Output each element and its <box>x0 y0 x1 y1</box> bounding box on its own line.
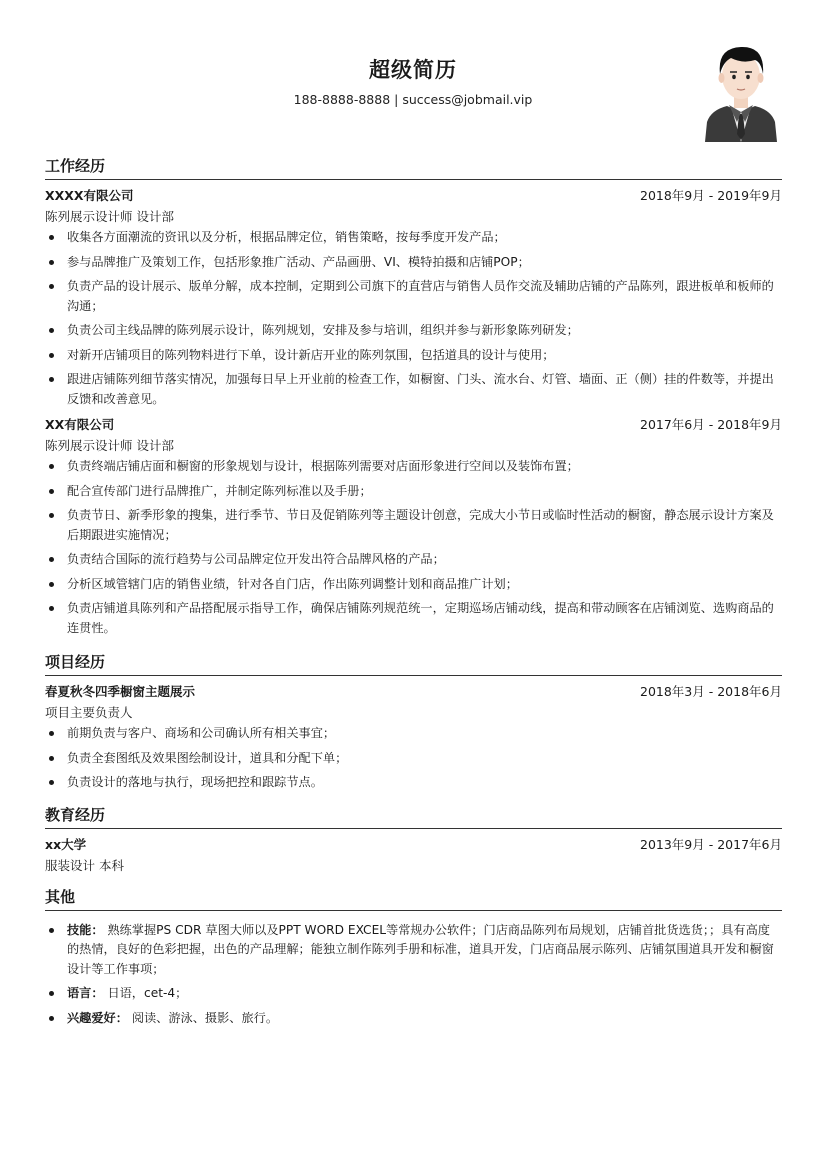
section-title-work: 工作经历 <box>45 156 782 180</box>
bullet-dot-icon <box>49 260 54 265</box>
bullet-dot-icon <box>49 235 54 240</box>
skills-text: 熟练掌握PS CDR 草图大师以及PPT WORD EXCEL等常规办公软件；门店商品陈列布局规划，店铺首批货选货；；具有高度的热情，良好的色彩把握，出色的产品理解；能独立制作陈列手册和标准，道具开发，门店商品展示陈列、店铺氛围道具开发和橱窗设计等工作事项； <box>67 922 774 976</box>
work-period: 2018年9月 - 2019年9月 <box>640 188 782 203</box>
bullet-dot-icon <box>49 328 54 333</box>
project-period: 2018年3月 - 2018年6月 <box>640 684 782 699</box>
section-title-education: 教育经历 <box>45 805 782 829</box>
hobbies-item <box>45 1009 782 1029</box>
work-bullets <box>45 457 782 638</box>
bullet-text: 参与品牌推广及策划工作，包括形象推广活动、产品画册、VI、模特拍摄和店铺POP； <box>67 254 530 269</box>
bullet-item <box>45 599 782 638</box>
section-title-projects: 项目经历 <box>45 652 782 676</box>
resume-content <box>45 156 782 1036</box>
work-period: 2017年6月 - 2018年9月 <box>640 417 782 432</box>
bullet-text: 负责节日、新季形象的搜集，进行季节、节日及促销陈列等主题设计创意，完成大小节日或临时性活动的橱窗，静态展示设计方案及后期跟进实施情况； <box>67 508 774 542</box>
major-degree: 服装设计 本科 <box>45 857 124 873</box>
bullet-item <box>45 253 782 273</box>
bullet-text: 收集各方面潮流的资讯以及分析，根据品牌定位，销售策略，按每季度开发产品； <box>67 230 506 244</box>
hobbies-label: 兴趣爱好： <box>67 1010 128 1025</box>
bullet-item <box>45 506 782 545</box>
resume-name: 超级简历 <box>369 58 457 82</box>
bullet-dot-icon <box>49 756 54 761</box>
bullet-item <box>45 550 782 570</box>
bullet-dot-icon <box>49 464 54 469</box>
section-title-other: 其他 <box>45 887 782 911</box>
bullet-item <box>45 773 782 793</box>
bullet-item <box>45 228 782 248</box>
bullet-dot-icon <box>49 513 54 518</box>
bullet-dot-icon <box>49 557 54 562</box>
bullet-dot-icon <box>49 489 54 494</box>
bullet-text: 负责结合国际的流行趋势与公司品牌定位开发出符合品牌风格的产品； <box>67 552 445 566</box>
work-bullets <box>45 228 782 409</box>
project-name: 春夏秋冬四季橱窗主题展示 <box>45 684 196 699</box>
job-role: 陈列展示设计师 设计部 <box>45 438 174 453</box>
bullet-item <box>45 457 782 477</box>
bullet-text: 负责公司主线品牌的陈列展示设计，陈列规划，安排及参与培训，组织并参与新形象陈列研发； <box>67 323 579 337</box>
project-section <box>45 652 782 793</box>
work-entry-1 <box>45 186 782 409</box>
bullet-dot-icon <box>49 606 54 611</box>
bullet-dot-icon <box>49 731 54 736</box>
project-entry-1 <box>45 682 782 793</box>
education-period: 2013年9月 - 2017年6月 <box>640 836 782 852</box>
resume-header <box>0 0 826 150</box>
company-name: XX有限公司 <box>45 417 115 432</box>
other-section <box>45 887 782 1029</box>
bullet-text: 对新开店铺项目的陈列物料进行下单，设计新店开业的陈列氛围，包括道具的设计与使用； <box>67 347 555 362</box>
bullet-item <box>45 346 782 366</box>
work-section <box>45 156 782 638</box>
bullet-item <box>45 482 782 502</box>
bullet-dot-icon <box>49 991 54 996</box>
bullet-item <box>45 321 782 341</box>
bullet-item <box>45 370 782 409</box>
hobbies-text: 阅读、游泳、摄影、旅行。 <box>131 1010 279 1025</box>
education-entry-1 <box>45 835 782 875</box>
contact-info: 188-8888-8888 | success@jobmail.vip <box>293 92 533 107</box>
language-item <box>45 984 782 1004</box>
bullet-text: 负责终端店铺店面和橱窗的形象规划与设计，根据陈列需要对店面形象进行空间以及装饰布置； <box>67 459 579 473</box>
bullet-text: 配合宣传部门进行品牌推广，并制定陈列标准以及手册； <box>67 483 372 498</box>
bullet-text: 负责店铺道具陈列和产品搭配展示指导工作，确保店铺陈列规范统一，定期巡场店铺动线，提高和带动顾客在店铺浏览、选购商品的连贯性。 <box>67 601 774 635</box>
bullet-dot-icon <box>49 353 54 358</box>
skills-item <box>45 921 782 980</box>
bullet-text: 分析区域管辖门店的销售业绩，针对各自门店，作出陈列调整计划和商品推广计划； <box>67 576 518 591</box>
bullet-item <box>45 749 782 769</box>
bullet-dot-icon <box>49 377 54 382</box>
education-section <box>45 805 782 875</box>
project-bullets <box>45 724 782 793</box>
bullet-item <box>45 277 782 316</box>
bullet-item <box>45 575 782 595</box>
bullet-text: 跟进店铺陈列细节落实情况，加强每日早上开业前的检查工作，如橱窗、门头、流水台、灯管、墙面、正（侧）挂的件数等，并提出反馈和改善意见。 <box>67 372 774 406</box>
bullet-text: 前期负责与客户、商场和公司确认所有相关事宜； <box>67 726 336 740</box>
job-role: 陈列展示设计师 设计部 <box>45 209 174 224</box>
language-text: 日语，cet-4； <box>107 986 188 1000</box>
bullet-dot-icon <box>49 928 54 933</box>
bullet-dot-icon <box>49 284 54 289</box>
skills-label: 技能： <box>67 922 104 937</box>
bullet-dot-icon <box>49 1016 54 1021</box>
school-name: xx大学 <box>45 836 87 852</box>
bullet-dot-icon <box>49 780 54 785</box>
bullet-dot-icon <box>49 582 54 587</box>
bullet-text: 负责产品的设计展示、版单分解，成本控制，定期到公司旗下的直营店与销售人员作交流及辅助店铺的产品陈列，跟进板单和板师的沟通； <box>67 279 774 313</box>
company-name: XXXX有限公司 <box>45 188 134 203</box>
work-entry-2 <box>45 415 782 638</box>
bullet-item <box>45 724 782 744</box>
project-role: 项目主要负责人 <box>45 705 133 720</box>
avatar-photo <box>703 42 779 142</box>
language-label: 语言： <box>67 986 104 1000</box>
bullet-text: 负责全套图纸及效果图绘制设计，道具和分配下单； <box>67 750 348 765</box>
bullet-text: 负责设计的落地与执行，现场把控和跟踪节点。 <box>67 775 323 789</box>
other-bullets <box>45 921 782 1029</box>
